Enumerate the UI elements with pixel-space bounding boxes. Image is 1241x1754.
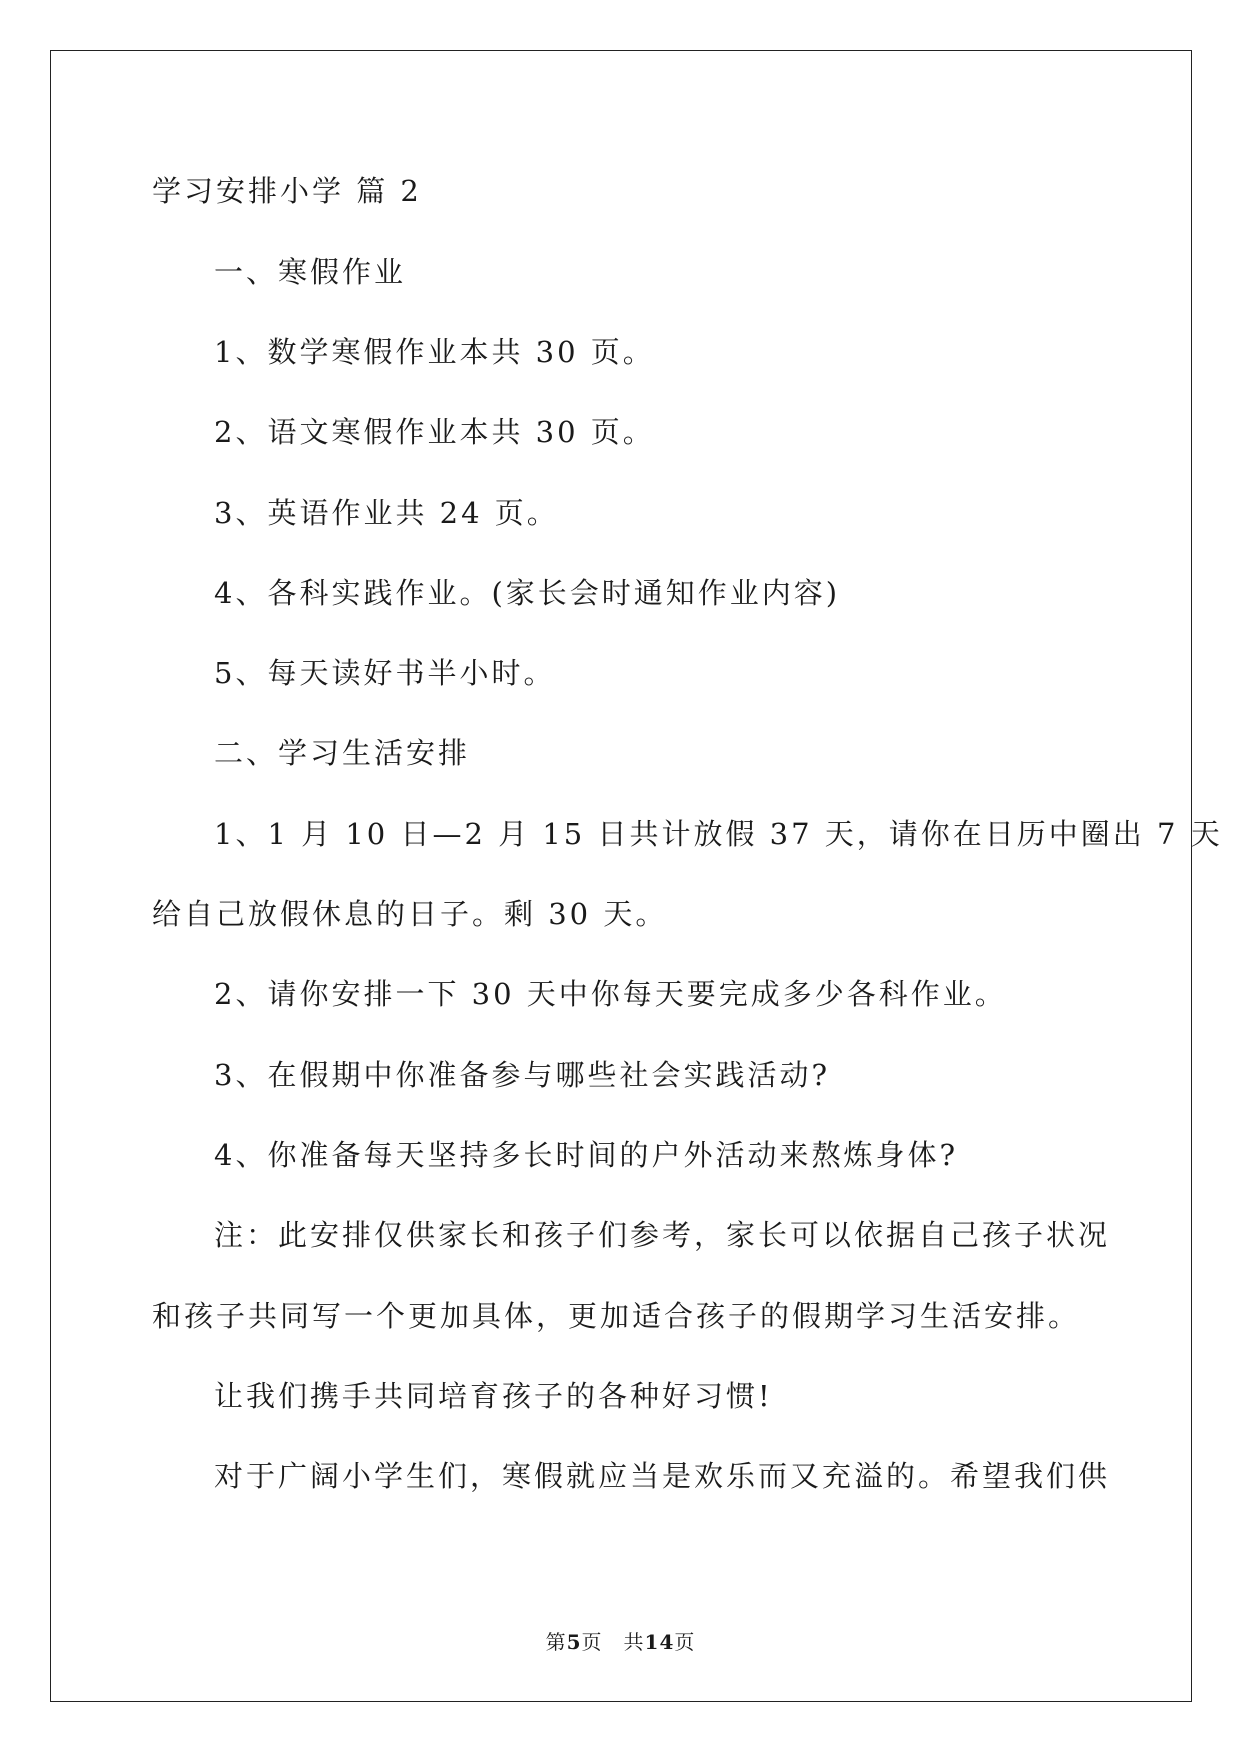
paragraph: 5、每天读好书半小时。 — [214, 656, 556, 690]
paragraph: 对于广阔小学生们，寒假就应当是欢乐而又充溢的。希望我们供 — [214, 1459, 1111, 1493]
document-title: 学习安排小学 篇 2 — [152, 174, 422, 208]
paragraph-continuation: 给自己放假休息的日子。剩 30 天。 — [152, 897, 668, 931]
note-paragraph-continuation: 和孩子共同写一个更加具体，更加适合孩子的假期学习生活安排。 — [152, 1299, 1081, 1333]
footer-page-number: 5 — [566, 1630, 582, 1654]
footer-mid: 页 共 — [581, 1630, 645, 1654]
paragraph: 4、你准备每天坚持多长时间的户外活动来熬炼身体? — [214, 1138, 958, 1172]
paragraph: 2、语文寒假作业本共 30 页。 — [214, 415, 655, 449]
page-border — [50, 50, 1192, 1702]
paragraph: 2、请你安排一下 30 天中你每天要完成多少各科作业。 — [214, 977, 1007, 1011]
footer-total-pages: 14 — [644, 1630, 675, 1654]
note-paragraph: 注：此安排仅供家长和孩子们参考，家长可以依据自己孩子状况 — [214, 1218, 1111, 1252]
footer-prefix: 第 — [545, 1630, 567, 1654]
section-heading-study-life: 二、学习生活安排 — [214, 736, 471, 770]
paragraph: 1、数学寒假作业本共 30 页。 — [214, 335, 655, 369]
paragraph: 4、各科实践作业。(家长会时通知作业内容) — [214, 576, 841, 610]
paragraph: 3、英语作业共 24 页。 — [214, 496, 559, 530]
page-footer — [0, 1630, 1241, 1654]
footer-suffix: 页 — [674, 1630, 696, 1654]
paragraph: 让我们携手共同培育孩子的各种好习惯! — [214, 1379, 773, 1413]
section-heading-winter-homework: 一、寒假作业 — [214, 255, 407, 289]
paragraph: 1、1 月 10 日—2 月 15 日共计放假 37 天，请你在日历中圈出 7 天 — [214, 817, 1223, 851]
paragraph: 3、在假期中你准备参与哪些社会实践活动? — [214, 1058, 830, 1092]
